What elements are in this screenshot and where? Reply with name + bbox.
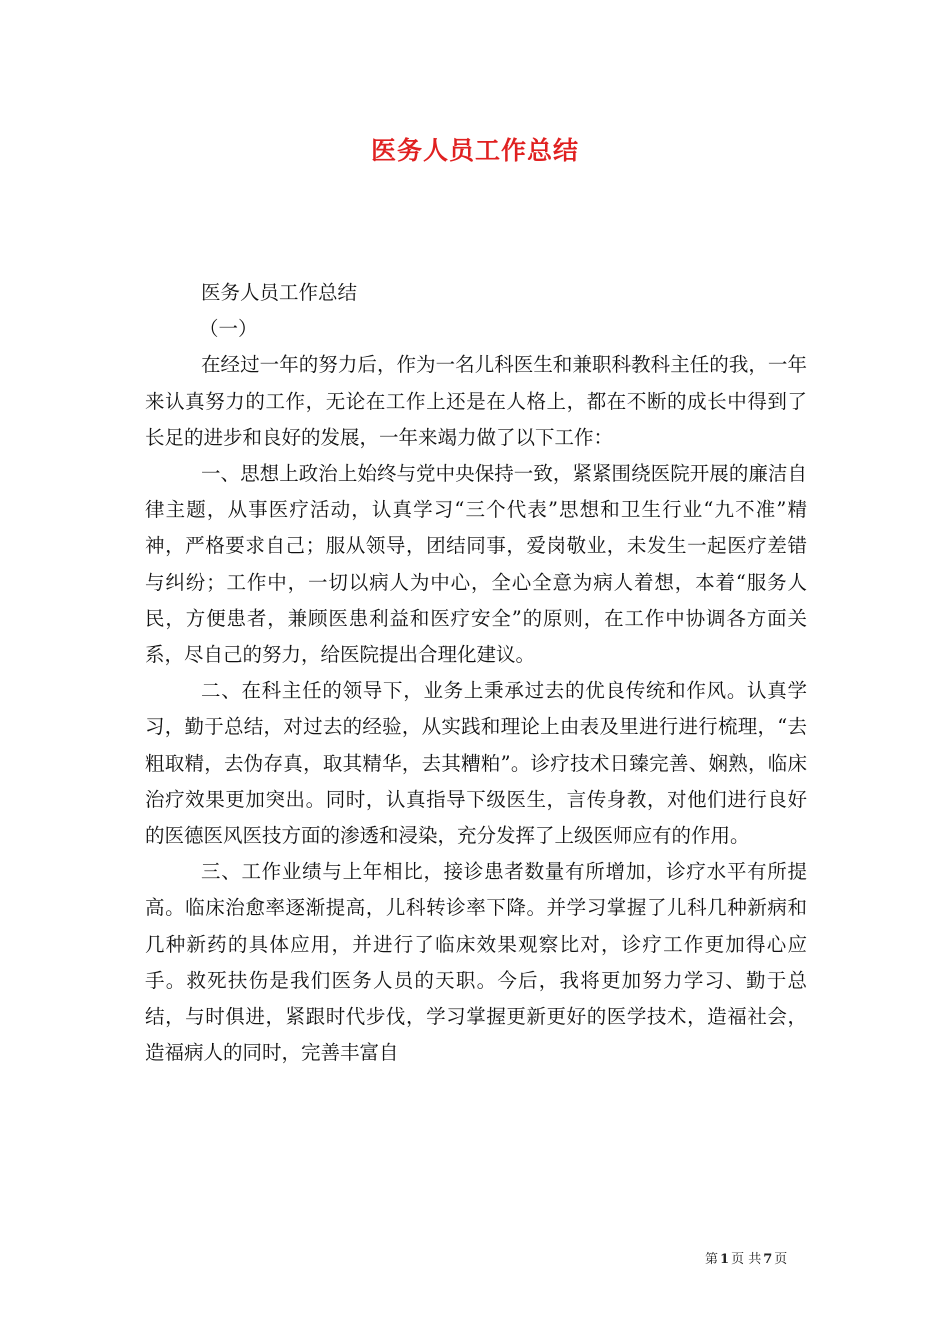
footer-prefix: 第: [705, 1252, 719, 1267]
document-body: [145, 275, 807, 1071]
footer-middle: 页 共: [731, 1252, 762, 1267]
footer-current-page: 1: [720, 1252, 730, 1267]
document-title: 医务人员工作总结: [370, 136, 579, 165]
page-footer: [705, 1248, 787, 1267]
paragraph-point-two: 二、在科主任的领导下，业务上秉承过去的优良传统和作风。认真学习，勤于总结，对过去的经验，从实践和理论上由表及里进行进行梳理，“去粗取精，去伪存真，取其精华，去其糟粕”。诊疗技术日臻完善、娴熟，临床治疗效果更加突出。同时，认真指导下级医生，言传身教，对他们进行良好的医德医风医技方面的渗透和浸染，充分发挥了上级医师应有的作用。: [145, 679, 807, 848]
paragraph-point-one: 一、思想上政治上始终与党中央保持一致，紧紧围绕医院开展的廉洁自律主题，从事医疗活动，认真学习“三个代表”思想和卫生行业“九不准”精神，严格要求自己；服从领导，团结同事，爱岗敬业，未发生一起医疗差错与纠纷；工作中，一切以病人为中心，全心全意为病人着想，本着“服务人民，方便患者，兼顾医患利益和医疗安全”的原则，在工作中协调各方面关系，尽自己的努力，给医院提出合理化建议。: [145, 462, 807, 667]
section-number: （一）: [199, 317, 258, 341]
footer-suffix: 页: [774, 1252, 788, 1267]
paragraph-point-three: 三、工作业绩与上年相比，接诊患者数量有所增加，诊疗水平有所提高。临床治愈率逐渐提高，儿科转诊率下降。并学习掌握了儿科几种新病和几种新药的具体应用，并进行了临床效果观察比对，诊疗工作更加得心应手。救死扶伤是我们医务人员的天职。今后，我将更加努力学习、勤于总结，与时俱进，紧跟时代步伐，学习掌握更新更好的医学技术，造福社会，造福病人的同时，完善丰富自: [145, 860, 807, 1065]
paragraph-intro: 在经过一年的努力后，作为一名儿科医生和兼职科教科主任的我，一年来认真努力的工作，无论在工作上还是在人格上，都在不断的成长中得到了长足的进步和良好的发展，一年来竭力做了以下工作：: [145, 353, 807, 449]
footer-total-pages: 7: [763, 1252, 773, 1267]
document-subtitle: 医务人员工作总结: [201, 281, 358, 304]
